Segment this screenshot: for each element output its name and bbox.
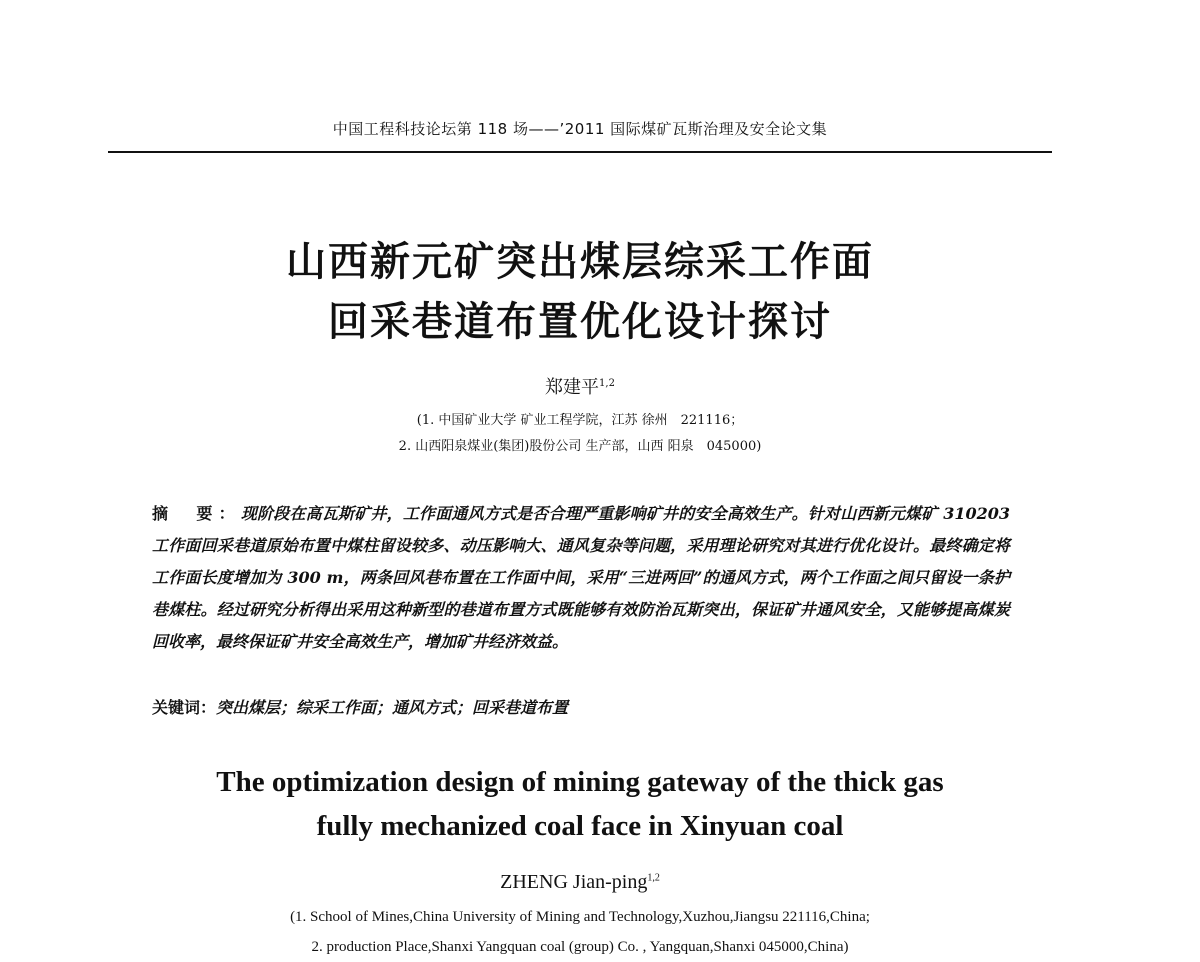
affiliation-english-2: 2. production Place,Shanxi Yangquan coal (group) Co. , Yangquan,Shanxi 045000,China): [311, 939, 849, 955]
affiliation-english-1: (1. School of Mines,China University of Mining and Technology,Xuzhou,Jiangsu 221116,China;: [290, 909, 870, 925]
title-english: [140, 760, 1020, 848]
keywords-chinese: [152, 695, 1010, 721]
keywords-text: 突出煤层；综采工作面；通风方式；回采巷道布置: [216, 698, 569, 717]
abstract-chinese: [152, 498, 1010, 658]
abstract-label: 摘 要：: [152, 504, 241, 523]
title-chinese-line-2: 回采巷道布置优化设计探讨: [328, 298, 832, 345]
title-english-line-2: fully mechanized coal face in Xinyuan coal: [316, 810, 844, 842]
header-rule: [108, 151, 1052, 153]
keywords-label: 关键词：: [152, 698, 217, 717]
author-english-superscript: 1,2: [647, 872, 660, 884]
title-chinese: [140, 232, 1020, 352]
title-english-line-1: The optimization design of mining gateway of the thick gas: [216, 766, 944, 798]
author-chinese-superscript: 1,2: [599, 378, 615, 389]
affiliation-chinese-1: (1. 中国矿业大学 矿业工程学院，江苏 徐州 221116；: [416, 413, 744, 428]
abstract-text: 现阶段在高瓦斯矿井，工作面通风方式是否合理严重影响矿井的安全高效生产。针对山西新元煤矿 310203 工作面回采巷道原始布置中煤柱留设较多、动压影响大、通风复杂等问题，采用理论研究对其进行优化设计。最终确定将工作面长度增加为 300 m，两条回风巷布置在工作面中间，采用“三进两回”的通风方式，两个工作面之间只留设一条护巷煤柱。经过研究分析得出采用这种新型的巷道布置方式既能够有效防治瓦斯突出，保证矿井通风安全，又能够提高煤炭回收率，最终保证矿井安全高效生产，增加矿井经济效益。: [152, 504, 1010, 651]
author-chinese: [400, 373, 760, 399]
author-english-name: ZHENG Jian-ping: [500, 871, 648, 893]
running-head: 中国工程科技论坛第 118 场——’2011 国际煤矿瓦斯治理及安全论文集: [332, 120, 828, 138]
affiliations-english: [150, 902, 1010, 962]
author-english: [380, 871, 780, 894]
author-chinese-name: 郑建平: [545, 377, 600, 398]
affiliations-chinese: [200, 408, 960, 460]
affiliation-chinese-2: 2. 山西阳泉煤业(集团)股份公司 生产部，山西 阳泉 045000): [398, 439, 762, 454]
title-chinese-line-1: 山西新元矿突出煤层综采工作面: [286, 238, 874, 285]
